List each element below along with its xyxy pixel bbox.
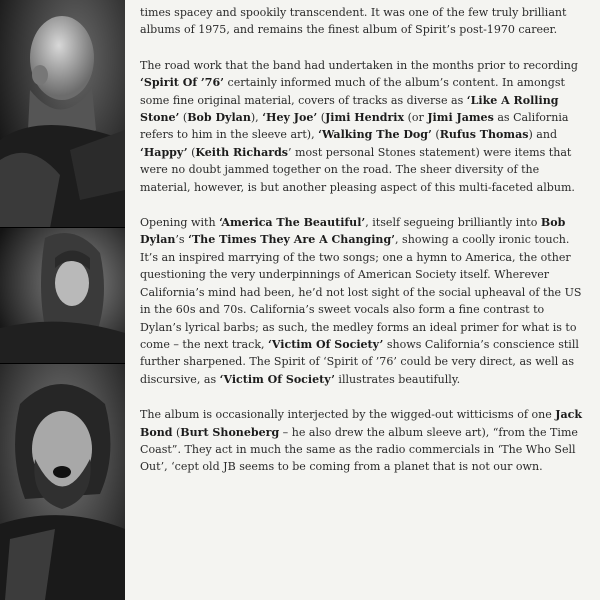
- body-text: The road work that the band had undertaken in the months prior to recording: [140, 58, 578, 72]
- bold-text: Bob Dylan: [140, 216, 566, 247]
- bold-text: ‘Happy’: [140, 145, 188, 159]
- bold-text: ‘America The Beautiful’: [219, 216, 366, 230]
- body-text: , itself segueing brilliantly into: [365, 216, 541, 230]
- photo-bearded-singer: [0, 364, 125, 600]
- body-text: – he also drew the album sleeve art), “from the Time Coast”. They act in much the same as the radio commercials in ‘The Who Sell Out’, ‘cept old JB seems to be coming from a planet that is not our own.: [140, 425, 578, 474]
- paragraph: [140, 406, 588, 476]
- body-text: ’ most personal Stones statement) were items that were no doubt jammed together on the road. The sheer diversity of the material, however, is but another pleasing aspect of this multi-faceted album.: [140, 145, 575, 194]
- body-text: (: [317, 111, 326, 125]
- body-text: times spacey and spookily transcendent. It was one of the few truly brilliant albums of 1975, and remains the finest album of Spirit’s post-1970 career.: [140, 6, 567, 37]
- bold-text: Jimi James: [427, 111, 494, 125]
- body-text: ) and: [528, 128, 558, 142]
- photo-long-haired-guitarist: [0, 228, 125, 364]
- body-text: as California refers to him in the sleeve art),: [140, 111, 569, 142]
- body-text: (: [172, 425, 181, 439]
- body-text: (or: [404, 111, 428, 125]
- photo-bald-musician: [0, 0, 125, 228]
- body-text: (: [431, 128, 440, 142]
- body-text: Opening with: [140, 216, 220, 230]
- bold-text: Bob Dylan: [187, 111, 251, 125]
- body-text: ),: [250, 111, 263, 125]
- article-body: [140, 4, 588, 494]
- body-text: The album is occasionally interjected by the wigged-out witticisms of one: [140, 408, 556, 422]
- body-text: ’s: [175, 233, 189, 247]
- bold-text: Rufus Thomas: [439, 128, 529, 142]
- bold-text: ‘Victim Of Society’: [219, 372, 335, 386]
- bold-text: Jack Bond: [140, 408, 583, 439]
- paragraph: [140, 214, 588, 388]
- bold-text: ‘Hey Joe’: [262, 111, 318, 125]
- body-text: (: [179, 111, 188, 125]
- bold-text: Jimi Hendrix: [325, 111, 405, 125]
- bold-text: Burt Shoneberg: [180, 425, 280, 439]
- bold-text: ‘Spirit Of ’76’: [140, 76, 224, 90]
- bold-text: ‘Walking The Dog’: [318, 128, 432, 142]
- paragraph: [140, 4, 588, 39]
- bold-text: ‘Victim Of Society’: [268, 337, 384, 351]
- photo-strip: [0, 0, 125, 600]
- body-text: , showing a coolly ironic touch. It’s an inspired marrying of the two songs; one a hymn to America, the other questioning the very underpinnings of American Society itself. Wherever California’s mind had been, he’d not lost sight of the social upheaval of the US in the 60s and 70s. California’s sweet vocals also form a fine contrast to Dylan’s lyrical barbs; as such, the medley forms an ideal primer for what is to come – the next track,: [140, 233, 582, 351]
- bold-text: ‘The Times They Are A Changing’: [188, 233, 396, 247]
- body-text: shows California’s conscience still further sharpened. The Spirit of ‘Spirit of ’76’ could be very direct, as well as discursive, as: [140, 337, 579, 386]
- body-text: certainly informed much of the album’s content. In amongst some fine original material, covers of tracks as diverse as: [140, 76, 565, 107]
- body-text: (: [187, 145, 196, 159]
- body-text: illustrates beautifully.: [334, 372, 461, 386]
- paragraph: [140, 57, 588, 196]
- bold-text: Keith Richards: [195, 145, 289, 159]
- bold-text: ‘Like A Rolling Stone’: [140, 93, 559, 125]
